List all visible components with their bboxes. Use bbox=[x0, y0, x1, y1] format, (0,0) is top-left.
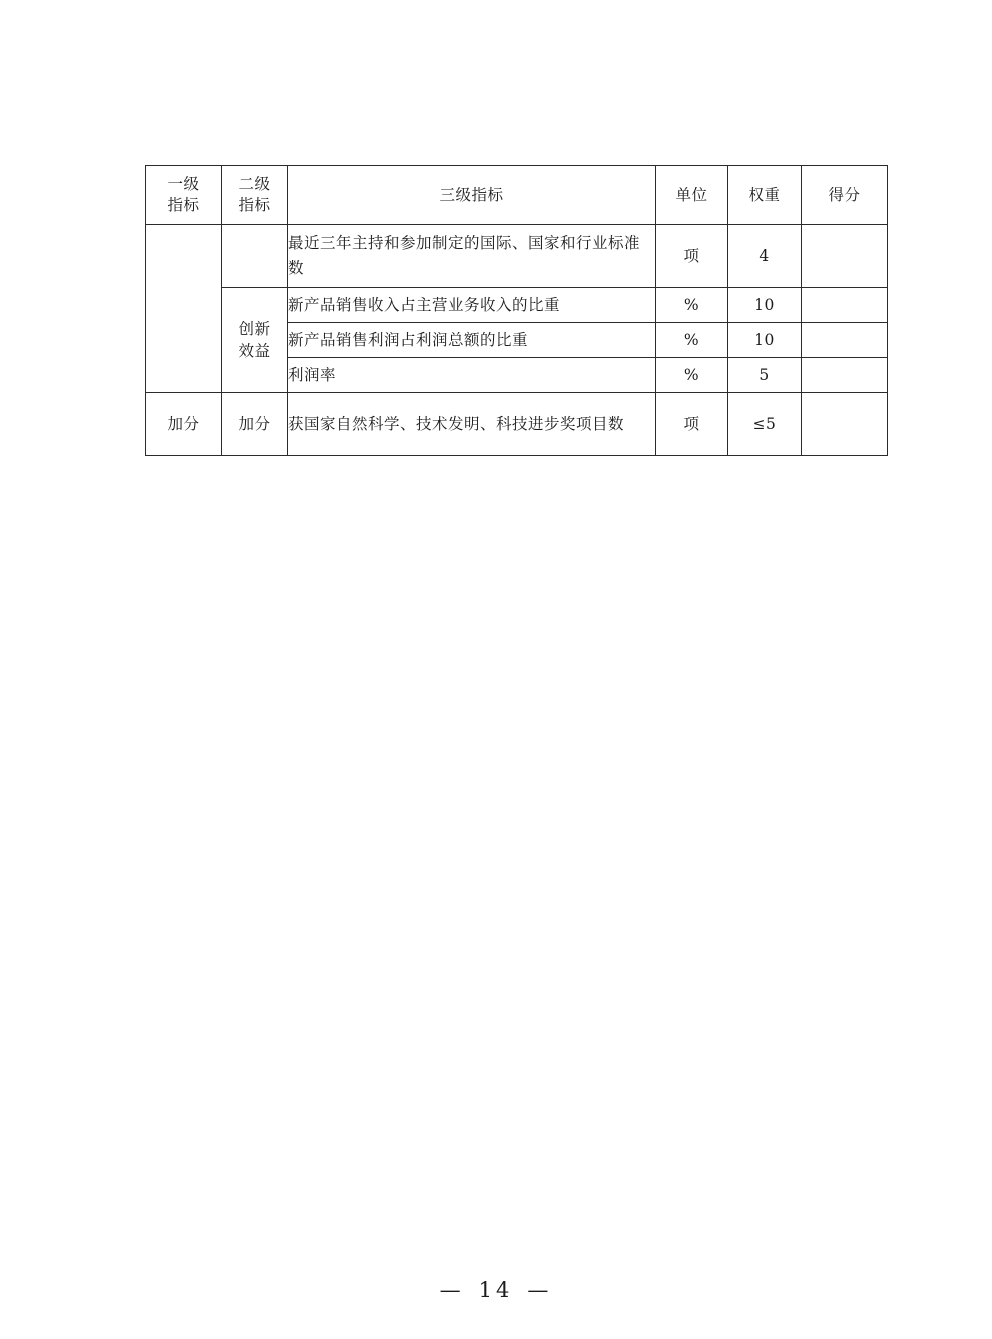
header-level2-line1: 二级 bbox=[238, 175, 271, 194]
cell-unit: 项 bbox=[656, 393, 728, 456]
cell-level3-text: 获国家自然科学、技术发明、科技进步奖项目数 bbox=[288, 414, 625, 433]
cell-level3-text: 新产品销售收入占主营业务收入的比重 bbox=[288, 295, 561, 314]
header-level1 bbox=[146, 166, 222, 225]
cell-level3 bbox=[288, 358, 656, 393]
cell-weight: 10 bbox=[728, 288, 802, 323]
header-level2-line2: 指标 bbox=[238, 196, 271, 214]
cell-weight: ≤5 bbox=[728, 393, 802, 456]
header-level2 bbox=[222, 166, 288, 225]
cell-score bbox=[802, 358, 888, 393]
cell-level3 bbox=[288, 288, 656, 323]
cell-level2-bonus: 加分 bbox=[222, 393, 288, 456]
cell-weight: 4 bbox=[728, 225, 802, 288]
cell-unit: % bbox=[656, 358, 728, 393]
cell-score bbox=[802, 225, 888, 288]
indicator-table bbox=[145, 165, 888, 456]
cell-level3-text: 新产品销售利润占利润总额的比重 bbox=[288, 330, 529, 349]
cell-weight: 5 bbox=[728, 358, 802, 393]
header-score: 得分 bbox=[802, 166, 888, 225]
indicator-table-container bbox=[145, 165, 867, 456]
header-level3: 三级指标 bbox=[288, 166, 656, 225]
table-row bbox=[146, 225, 888, 288]
cell-level3 bbox=[288, 323, 656, 358]
page-number-dash-left: — bbox=[439, 1278, 465, 1302]
cell-level3-text: 最近三年主持和参加制定的国际、国家和行业标准数 bbox=[288, 234, 641, 277]
cell-weight: 10 bbox=[728, 323, 802, 358]
cell-level1-bonus: 加分 bbox=[146, 393, 222, 456]
page-number-value: 14 bbox=[478, 1278, 514, 1302]
cell-level2-line1: 创新 bbox=[238, 319, 271, 338]
header-unit: 单位 bbox=[656, 166, 728, 225]
cell-level2-line2: 效益 bbox=[238, 342, 271, 360]
table-header bbox=[146, 166, 888, 225]
cell-score bbox=[802, 288, 888, 323]
cell-unit: 项 bbox=[656, 225, 728, 288]
cell-level3-text: 利润率 bbox=[288, 365, 337, 384]
cell-level1-blank bbox=[146, 225, 222, 393]
cell-score bbox=[802, 393, 888, 456]
header-level1-line2: 指标 bbox=[167, 196, 200, 214]
table-header-row bbox=[146, 166, 888, 225]
header-weight: 权重 bbox=[728, 166, 802, 225]
cell-unit: % bbox=[656, 323, 728, 358]
cell-level3 bbox=[288, 225, 656, 288]
cell-score bbox=[802, 323, 888, 358]
table-row bbox=[146, 393, 888, 456]
header-level1-line1: 一级 bbox=[167, 175, 200, 194]
page-number bbox=[0, 1278, 992, 1302]
cell-level3 bbox=[288, 393, 656, 456]
table-row bbox=[146, 288, 888, 323]
cell-level2-blank bbox=[222, 225, 288, 288]
cell-unit: % bbox=[656, 288, 728, 323]
page-number-dash-right: — bbox=[527, 1278, 553, 1302]
cell-level2-innovation-benefit bbox=[222, 288, 288, 393]
table-body bbox=[146, 225, 888, 456]
